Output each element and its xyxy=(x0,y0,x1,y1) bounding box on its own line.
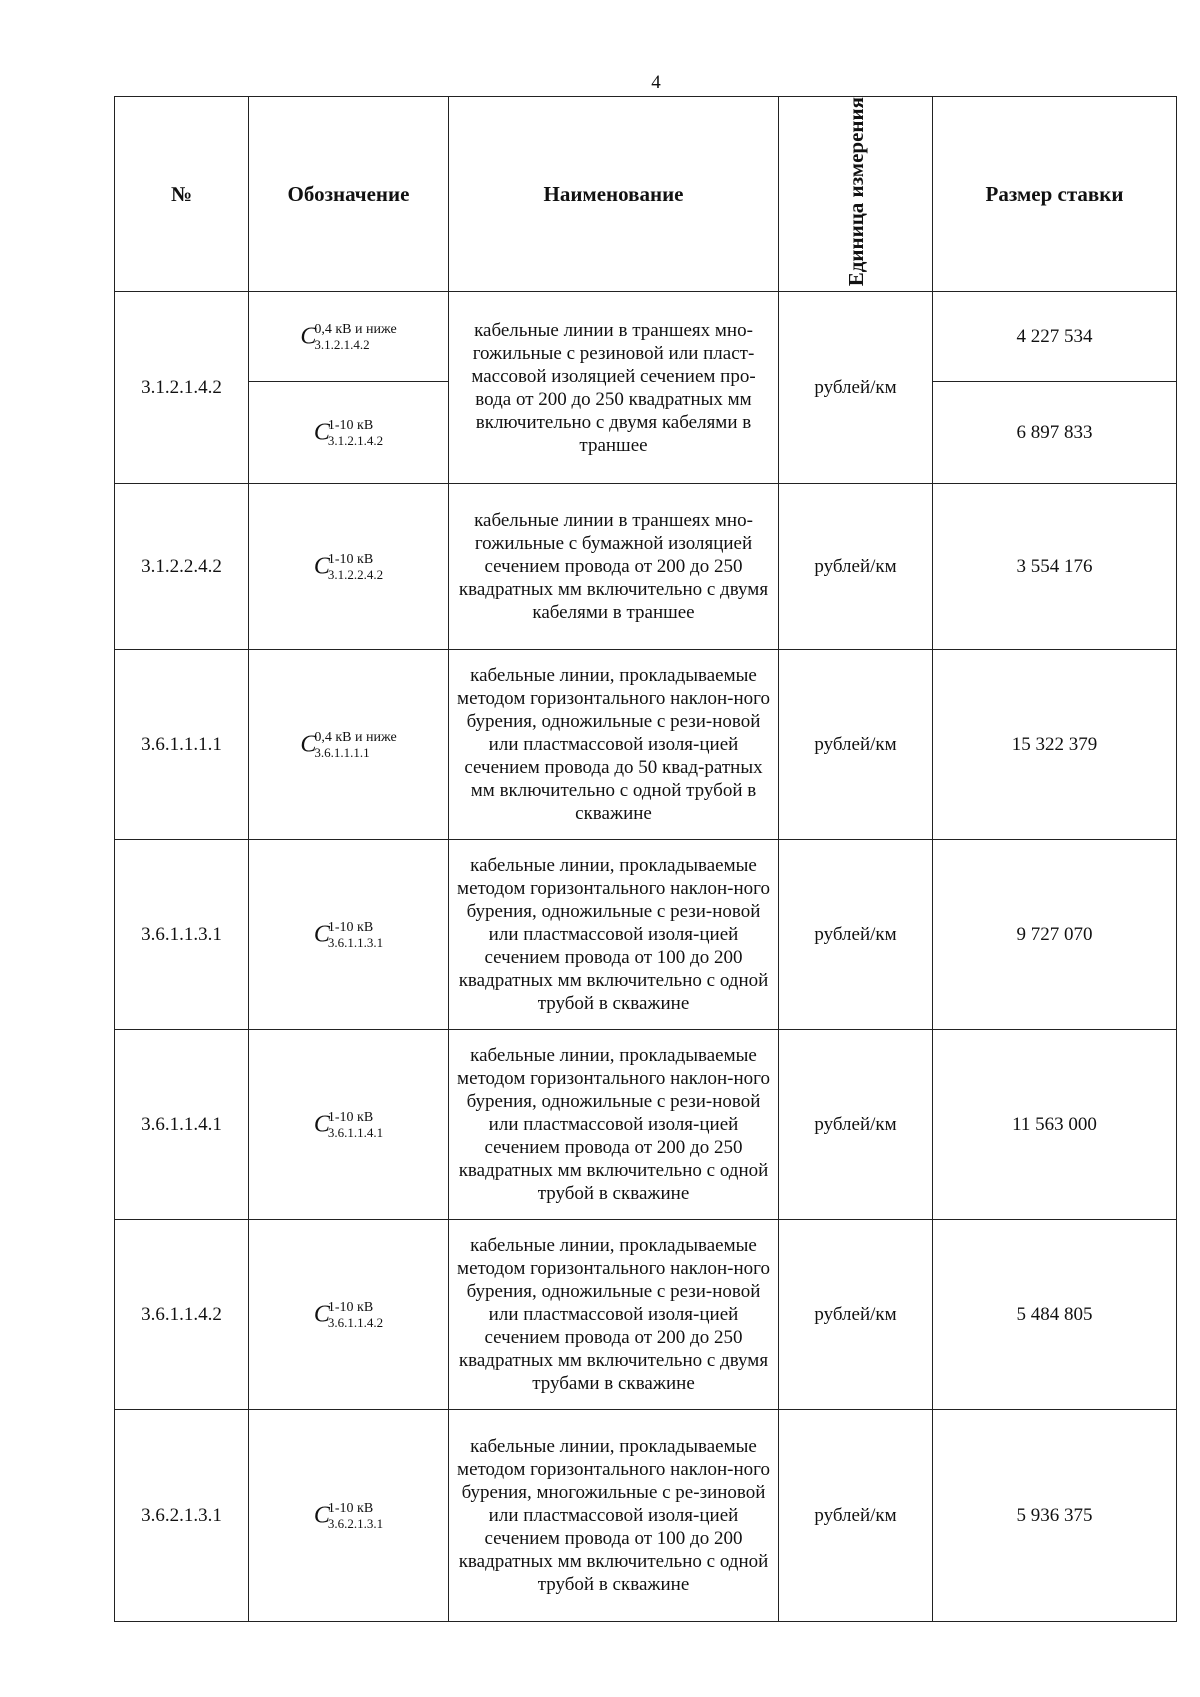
name-cell: кабельные линии, прокладываемые методом горизонтального наклон-ного бурения, одножильные с рези-новой или пластмассовой изоля-цией сечением провода от 100 до 200 квадратных мм включительно с одной трубой в скважине xyxy=(449,840,779,1030)
designation-cell xyxy=(249,1410,449,1622)
unit-cell: рублей/км xyxy=(779,292,933,484)
unit-cell: рублей/км xyxy=(779,840,933,1030)
table-row xyxy=(115,1030,1177,1220)
table-row xyxy=(115,1220,1177,1410)
rate-cell: 4 227 534 xyxy=(933,292,1177,382)
designation-voltage: 1-10 кВ xyxy=(327,919,374,935)
table-row xyxy=(115,484,1177,650)
designation-voltage: 1-10 кВ xyxy=(327,551,374,567)
designation-cell xyxy=(249,292,449,382)
unit-cell: рублей/км xyxy=(779,1220,933,1410)
name-cell: кабельные линии в траншеях мно-гожильные с бумажной изоляцией сечением провода от 200 до 250 квадратных мм включительно с двумя кабелями в траншее xyxy=(449,484,779,650)
row-number: 3.6.2.1.3.1 xyxy=(115,1410,249,1622)
row-number: 3.1.2.1.4.2 xyxy=(115,292,249,484)
designation-symbol: C xyxy=(313,553,330,580)
designation-cell xyxy=(249,382,449,484)
designation-symbol: C xyxy=(300,731,317,758)
page-number: 4 xyxy=(651,72,661,93)
designation-cell xyxy=(249,1220,449,1410)
header-designation: Обозначение xyxy=(249,97,449,292)
designation-voltage: 1-10 кВ xyxy=(327,417,374,433)
designation-cell xyxy=(249,1030,449,1220)
name-cell: кабельные линии, прокладываемые методом горизонтального наклон-ного бурения, одножильные с рези-новой или пластмассовой изоля-цией сечением провода от 200 до 250 квадратных мм включительно с двумя трубами в скважине xyxy=(449,1220,779,1410)
name-cell: кабельные линии, прокладываемые методом горизонтального наклон-ного бурения, многожильные с ре-зиновой или пластмассовой изоля-цией сечением провода от 100 до 200 квадратных мм включительно с одной трубой в скважине xyxy=(449,1410,779,1622)
name-cell: кабельные линии, прокладываемые методом горизонтального наклон-ного бурения, одножильные с рези-новой или пластмассовой изоля-цией сечением провода от 200 до 250 квадратных мм включительно с одной трубой в скважине xyxy=(449,1030,779,1220)
designation-code: 3.6.1.1.4.2 xyxy=(327,1314,384,1330)
header-unit-label: Единица измерения xyxy=(843,97,868,287)
designation-voltage: 0,4 кВ и ниже xyxy=(314,729,397,745)
header-row xyxy=(115,97,1177,292)
rate-cell: 5 484 805 xyxy=(933,1220,1177,1410)
designation-cell xyxy=(249,484,449,650)
designation-code: 3.1.2.2.4.2 xyxy=(327,566,384,582)
rate-cell: 15 322 379 xyxy=(933,650,1177,840)
designation-voltage: 1-10 кВ xyxy=(327,1500,374,1516)
rate-cell: 9 727 070 xyxy=(933,840,1177,1030)
designation-symbol: C xyxy=(313,1502,330,1529)
unit-cell: рублей/км xyxy=(779,1030,933,1220)
row-number: 3.1.2.2.4.2 xyxy=(115,484,249,650)
designation-code: 3.1.2.1.4.2 xyxy=(327,432,384,448)
unit-cell: рублей/км xyxy=(779,650,933,840)
name-cell: кабельные линии, прокладываемые методом горизонтального наклон-ного бурения, одножильные с рези-новой или пластмассовой изоля-цией сечением провода до 50 квад-ратных мм включительно с одной трубой в скважине xyxy=(449,650,779,840)
designation-cell xyxy=(249,840,449,1030)
row-number: 3.6.1.1.4.1 xyxy=(115,1030,249,1220)
header-rate: Размер ставки xyxy=(933,97,1177,292)
row-number: 3.6.1.1.3.1 xyxy=(115,840,249,1030)
header-num: № xyxy=(115,97,249,292)
rate-cell: 5 936 375 xyxy=(933,1410,1177,1622)
header-name: Наименование xyxy=(449,97,779,292)
designation-symbol: C xyxy=(313,921,330,948)
name-cell: кабельные линии в траншеях мно-гожильные с резиновой или пласт-массовой изоляцией сечением про-вода от 200 до 250 квадратных мм включительно с двумя кабелями в траншее xyxy=(449,292,779,484)
designation-code: 3.6.1.1.4.1 xyxy=(327,1124,384,1140)
table-row xyxy=(115,292,1177,382)
table-row xyxy=(115,840,1177,1030)
rate-cell: 3 554 176 xyxy=(933,484,1177,650)
designation-symbol: C xyxy=(313,419,330,446)
table-row xyxy=(115,1410,1177,1622)
header-unit xyxy=(779,97,933,292)
designation-symbol: C xyxy=(313,1301,330,1328)
unit-cell: рублей/км xyxy=(779,484,933,650)
designation-code: 3.1.2.1.4.2 xyxy=(314,336,370,352)
designation-code: 3.6.2.1.3.1 xyxy=(327,1515,384,1531)
unit-cell: рублей/км xyxy=(779,1410,933,1622)
designation-voltage: 1-10 кВ xyxy=(327,1109,374,1125)
designation-symbol: C xyxy=(313,1111,330,1138)
designation-code: 3.6.1.1.1.1 xyxy=(314,744,370,760)
designation-code: 3.6.1.1.3.1 xyxy=(327,934,384,950)
row-number: 3.6.1.1.4.2 xyxy=(115,1220,249,1410)
designation-voltage: 1-10 кВ xyxy=(327,1299,374,1315)
row-number: 3.6.1.1.1.1 xyxy=(115,650,249,840)
designation-symbol: C xyxy=(300,323,317,350)
rate-cell: 11 563 000 xyxy=(933,1030,1177,1220)
designation-cell xyxy=(249,650,449,840)
rates-table xyxy=(114,96,1177,1622)
rate-cell: 6 897 833 xyxy=(933,382,1177,484)
designation-voltage: 0,4 кВ и ниже xyxy=(314,321,397,337)
table-row xyxy=(115,650,1177,840)
